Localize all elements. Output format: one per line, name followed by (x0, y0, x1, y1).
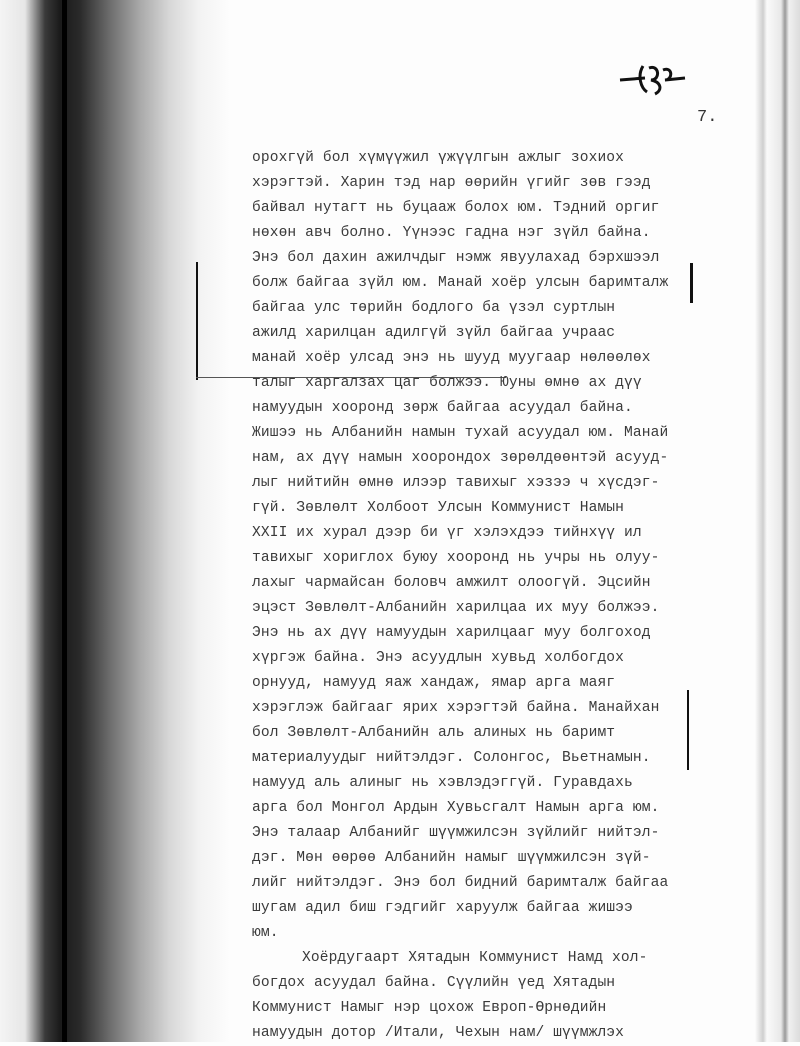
text-line: эцэст Зөвлөлт-Албанийн харилцаа их муу болжээ. (252, 600, 660, 616)
text-line: орнууд, намууд яаж хандаж, ямар арга маяг (252, 675, 616, 691)
document-body (252, 146, 772, 1046)
text-line: Энэ талаар Албанийг шүүмжилсэн зүйлийг нийтэл- (252, 825, 660, 841)
text-line: Энэ бол дахин ажилчдыг нэмж явуулахад бэрхшээл (252, 250, 660, 266)
text-line: намуудын дотор /Итали, Чехын нам/ шүүмжлэх (252, 1025, 625, 1041)
text-line: талыг харгалзах цаг болжээ. Юуны өмнө ах дүү (252, 375, 642, 391)
text-line: юм. (252, 925, 279, 941)
text-line: бол Зөвлөлт-Албанийн аль алиных нь баримт (252, 725, 616, 741)
text-line: лийг нийтэлдэг. Энэ бол бидний баримталж байгаа (252, 875, 669, 891)
text-line: Энэ нь ах дүү намуудын харилцааг муу болгоход (252, 625, 651, 641)
text-line: дэг. Мөн өөрөө Албанийн намыг шүүмжилсэн зүй- (252, 850, 651, 866)
text-line: гүй. Зөвлөлт Холбоот Улсын Коммунист Намын (252, 500, 625, 516)
text-line: Жишээ нь Албанийн намын тухай асуудал юм. Манай (252, 425, 669, 441)
text-line: хэрэглэж байгааг ярих хэрэгтэй байна. Манайхан (252, 700, 660, 716)
text-line: намуудын хооронд зөрж байгаа асуудал байна. (252, 400, 633, 416)
margin-bracket-left (196, 262, 198, 380)
text-line: тавихыг хориглох буюу хооронд нь учры нь олуу- (252, 550, 660, 566)
scan-shadow (0, 0, 260, 1042)
text-line: болж байгаа зүйл юм. Манай хоёр улсын баримталж (252, 275, 669, 291)
binding-line (62, 0, 67, 1042)
text-line: лыг нийтийн өмнө илээр тавихыг хэзээ ч хүсдэг- (252, 475, 660, 491)
text-line: ажилд харилцан адилгүй зүйл байгаа учраас (252, 325, 616, 341)
text-line: Коммунист Намыг нэр цохож Европ-Өрнөдийн (252, 1000, 607, 1016)
text-line: арга бол Монгол Ардын Хувьсгалт Намын арга юм. (252, 800, 660, 816)
text-line: хүргэж байна. Энэ асуудлын хувьд холбогдох (252, 650, 625, 666)
text-line: хэрэгтэй. Харин тэд нар өөрийн үгийг зөв гээд (252, 175, 651, 191)
text-line: лахыг чармайсан боловч амжилт олоогүй. Эцсийн (252, 575, 651, 591)
text-line: нөхөн авч болно. Үүнээс гадна нэг зүйл байна. (252, 225, 651, 241)
text-line: богдох асуудал байна. Сүүлийн үед Хятадын (252, 975, 616, 991)
text-line: манай хоёр улсад энэ нь шууд муугаар нөлөөлөх (252, 350, 651, 366)
text-line: орохгүй бол хүмүүжил үжүүлгын ажлыг зохиох (252, 150, 625, 166)
text-line: шугам адил биш гэдгийг харуулж байгаа жишээ (252, 900, 633, 916)
text-line: намууд аль алиныг нь хэвлэдэггүй. Гуравдахь (252, 775, 633, 791)
text-line: байвал нутагт нь буцааж болох юм. Тэдний оргиг (252, 200, 660, 216)
text-line: XXII их хурал дээр би үг хэлэхдээ тийнхүү ил (252, 525, 642, 541)
page-number: 7. (697, 108, 718, 127)
text-line: материалуудыг нийтэлдэг. Солонгос, Вьетнамын. (252, 750, 651, 766)
text-line: Хоёрдугаарт Хятадын Коммунист Намд хол- (302, 950, 648, 966)
text-line: байгаа улс төрийн бодлого ба үзэл суртлын (252, 300, 616, 316)
text-line: нам, ах дүү намын хоорондох зөрөлдөөнтэй асууд- (252, 450, 669, 466)
handwritten-initials (615, 58, 695, 98)
